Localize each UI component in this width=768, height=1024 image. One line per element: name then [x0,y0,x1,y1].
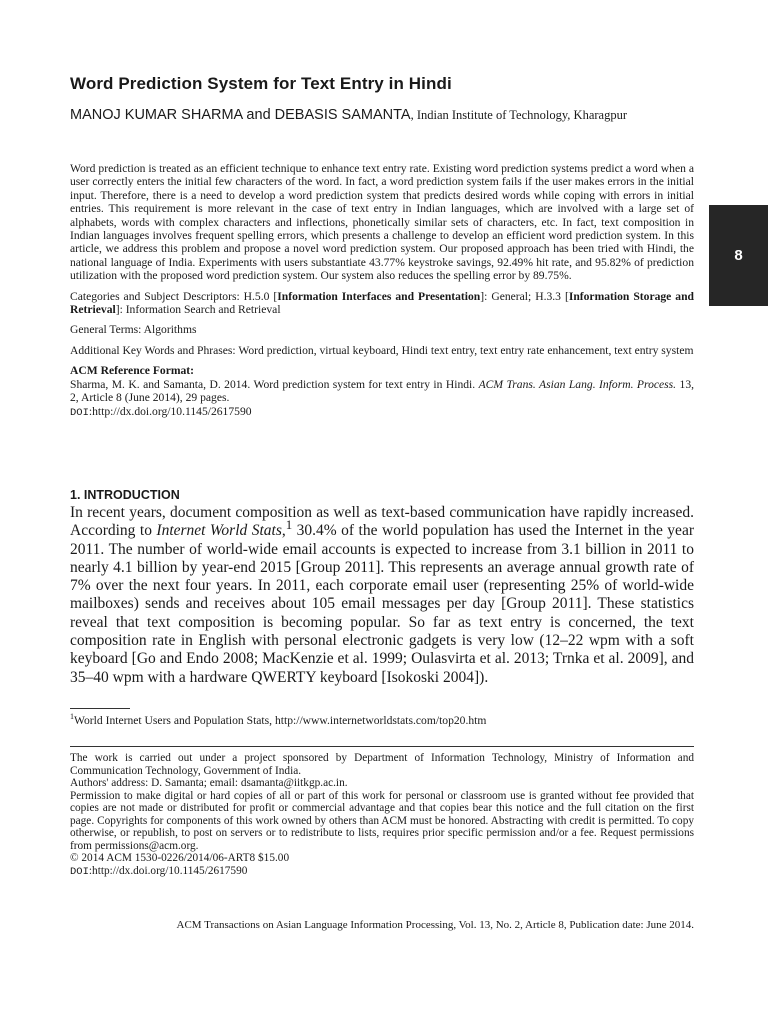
author-line [70,107,627,123]
footnote-divider [70,708,130,709]
introduction-paragraph: In recent years, document composition as well as text-based communication have rapidly increased. According to Internet World Stats,$^1$ 30.4% of the world population has used the Internet in the year 2011. The number of world-wide email accounts is expected to increase from 3.1 billion in 2011 to nearly 4.1 billion by year-end 2015 [Group 2011]. This represents an average annual growth rate of 7% over the next four years. In 2011, each corporate email user (representing 25% of world-wide mailboxes) sends and receives about 105 email messages per day [Group 2011]. These statistics reveal that text composition is becoming popular. So far as text entry is concerned, the text composition rate in English with personal electronic gadgets is very low (12–22 wpm with a soft keyboard [Go and Endo 2008; MacKenzie et al. 1999; Oulasvirta et al. 2013; Trnka et al. 2009], and 35–40 wpm with a hardware QWERTY keyboard [Isokoski 2004]). [70,504,694,686]
permission-note: Permission to make digital or hard copies of all or part of this work for personal or classroom use is granted without fee provided that copies are not made or distributed for profit or commercial advantage and that copies bear this notice and the full citation on the first page. Copyrights for components of this work owned by others than ACM must be honored. Abstracting with credit is permitted. To copy otherwise, or republish, to post on servers or to redistribute to lists, requires prior specific permission and/or a fee. Request permissions from permissions@acm.org. [70,789,694,852]
keywords: Additional Key Words and Phrases: Word prediction, virtual keyboard, Hindi text entry, text entry rate enhancement, text entry system [70,343,694,357]
section-heading: 1. INTRODUCTION [70,488,180,502]
categories-line: Categories and Subject Descriptors: H.5.0 [Information Interfaces and Presentation]: General; H.3.3 [Information Storage and Retrieval]: Information Search and Retrieval [70,289,694,317]
acm-reference-citation: Sharma, M. K. and Samanta, D. 2014. Word prediction system for text entry in Hindi. ACM Trans. Asian Lang. Inform. Process. 13, 2, Article 8 (June 2014), 29 pages. [70,377,695,405]
credits-divider [70,746,694,747]
general-terms: General Terms: Algorithms [70,323,197,337]
article-number-tab [709,205,768,306]
journal-footer: ACM Transactions on Asian Language Information Processing, Vol. 13, No. 2, Article 8, Publication date: June 2014. [176,919,694,931]
copyright-line: © 2014 ACM 1530-0226/2014/06-ART8 $15.00 [70,852,290,864]
author-affiliation: , Indian Institute of Technology, Kharagpur [410,108,627,122]
abstract-text: Word prediction is treated as an efficient technique to enhance text entry rate. Existing word prediction systems predict a word when a user correctly enters the initial few characters of the word. In fact, a word prediction system fails if the user makes errors in the initial input. Therefore, there is a need to develop a word prediction system that predicts desired words while coping with errors in initial entries. This requirement is more relevant in the case of text entry in Indian languages, which are involved with a large set of alphabets, words with complex characters and inflections, phonetically similar sets of characters, etc. In fact, text composition in Indian languages involves frequent spelling errors, which presents a challenge to develop an efficient word prediction system. In this article, we address this problem and propose a novel word prediction system. Our proposed approach has been tried with Hindi, the national language of India. Experiments with users substantiate 43.77% keystroke savings, 92.49% hit rate, and 95.82% of prediction utilization with the proposed word prediction system. Our system also reduces the spelling error by 89.75%. [70,162,694,283]
acm-reference-heading: ACM Reference Format: [70,364,195,378]
sponsor-note: The work is carried out under a project sponsored by Department of Information Technology, Ministry of Information and Communication Technology, Government of India. [70,752,694,777]
paper-title: Word Prediction System for Text Entry in Hindi [70,74,452,93]
footnote: $^1$World Internet Users and Population Stats, http://www.internetworldstats.com/top20.htm [70,712,487,727]
credits-doi: DOI:http://dx.doi.org/10.1145/2617590 [70,864,248,878]
acm-reference [70,364,694,420]
article-number: 8 [734,247,743,264]
footnote-marker: 1 [285,517,293,533]
author-names: MANOJ KUMAR SHARMA and DEBASIS SAMANTA [70,107,411,123]
credits-block [70,752,694,878]
abstract-block [70,162,694,420]
acm-reference-doi: DOI:http://dx.doi.org/10.1145/2617590 [70,404,252,419]
authors-address: Authors' address: D. Samanta; email: dsamanta@iitkgp.ac.in. [70,777,348,789]
